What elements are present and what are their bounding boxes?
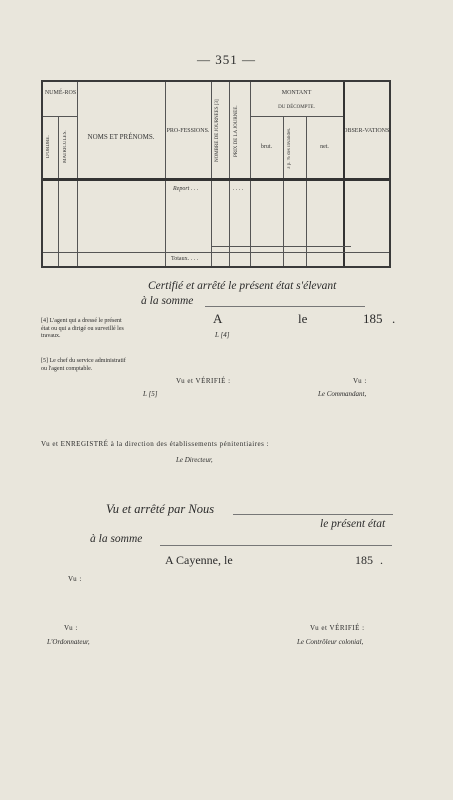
controleur-vu-verifie: Vu et VÉRIFIÉ : bbox=[310, 624, 365, 632]
controleur-label: Le Contrôleur colonial, bbox=[297, 638, 364, 646]
vu-verifie-ref5: L [5] bbox=[143, 390, 158, 398]
page-number: — 351 — bbox=[197, 52, 256, 67]
certifie-ref4: L [4] bbox=[215, 331, 230, 339]
arrete-vu: Vu : bbox=[68, 575, 82, 583]
enregistre-text: Vu et ENREGISTRÉ à la direction des établissements pénitentiaires : bbox=[41, 440, 270, 448]
prix-journee-header: PRIX DE LA JOURNÉE. bbox=[234, 105, 239, 157]
arrete-line3: à la somme bbox=[90, 533, 143, 545]
net-header: net. bbox=[320, 144, 329, 150]
note-5: [5] Le chef du service administratif ou l'agent comptable. bbox=[41, 358, 126, 372]
matricules-header: MATRICULES. bbox=[63, 130, 68, 164]
observations-header: OBSER-VATIONS. bbox=[343, 128, 391, 134]
arrete-year: 185 bbox=[355, 553, 373, 567]
report-label: Report . . . bbox=[173, 186, 199, 192]
arrete-dot: . bbox=[380, 553, 383, 567]
brut-header: brut. bbox=[260, 144, 273, 150]
certifie-a: A bbox=[213, 311, 223, 326]
commandant-label: Le Commandant, bbox=[318, 390, 367, 398]
professions-header: PRO-FESSIONS. bbox=[166, 128, 210, 134]
noms-header: NOMS ET PRÉNOMS. bbox=[87, 133, 155, 141]
ordre-header: D'ORDRE. bbox=[46, 135, 51, 159]
certifie-line1: Certifié et arrêté le présent état s'élevant bbox=[148, 280, 337, 292]
arrete-line2: le présent état bbox=[320, 518, 386, 530]
ordonnateur-vu: Vu : bbox=[64, 624, 78, 632]
directeur-label: Le Directeur, bbox=[176, 456, 213, 464]
arrete-line1: Vu et arrêté par Nous bbox=[106, 502, 215, 516]
cayenne-place: A Cayenne, le bbox=[165, 553, 233, 567]
montant-header: MONTANT bbox=[281, 90, 312, 96]
numeros-header: NUMÉ-ROS bbox=[44, 90, 77, 96]
vu-verifie-label: Vu et VÉRIFIÉ : bbox=[176, 377, 231, 385]
report-dots: . . . . bbox=[233, 186, 244, 192]
ordonnateur-label: L'Ordonnateur, bbox=[47, 638, 90, 646]
certifie-dot: . bbox=[392, 311, 396, 326]
nombre-journees-header: NOMBRE DE JOURNÉES [3] bbox=[215, 99, 220, 163]
totaux-label: Totaux. . . . bbox=[171, 256, 199, 262]
decompte-header: DU DÉCOMPTE. bbox=[278, 105, 315, 110]
invalides-header: 3 p. % des invalides. bbox=[287, 127, 292, 169]
certifie-line2: à la somme bbox=[141, 295, 194, 307]
certifie-year: 185 bbox=[363, 311, 383, 326]
vu-commandant-label: Vu : bbox=[353, 377, 367, 385]
certifie-le: le bbox=[298, 311, 308, 326]
accounts-table bbox=[41, 80, 391, 268]
note-4: [4] L'agent qui a dressé le présent état ou qui a dirigé ou surveillé les travaux. bbox=[41, 318, 124, 339]
